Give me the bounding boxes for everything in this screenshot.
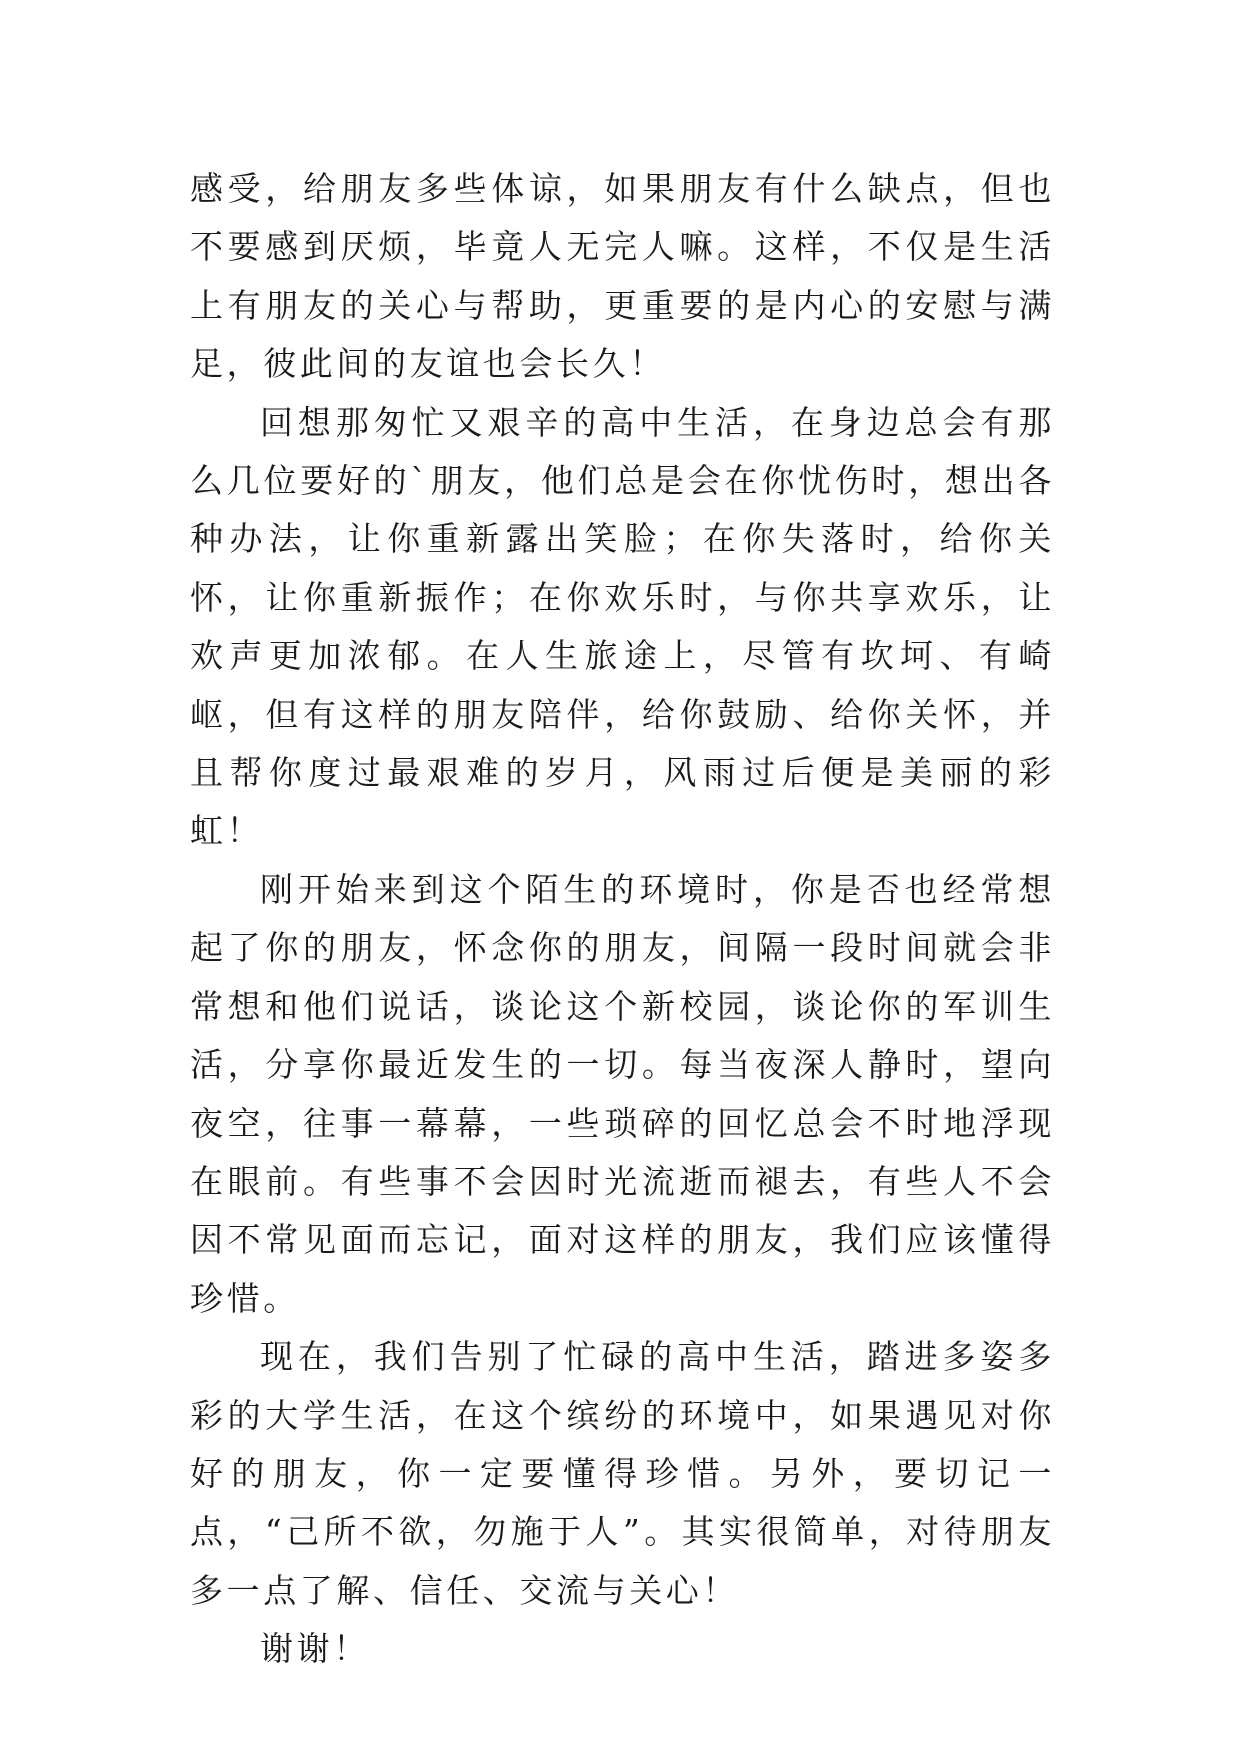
paragraph-2: 回想那匆忙又艰辛的高中生活，在身边总会有那么几位要好的`朋友，他们总是会在你忧伤时，想出各种办法，让你重新露出笑脸；在你失落时，给你关怀，让你重新振作；在你欢乐时，与你共享欢乐，让欢声更加浓郁。在人生旅途上，尽管有坎坷、有崎岖，但有这样的朋友陪伴，给你鼓励、给你关怀，并且帮你度过最艰难的岁月，风雨过后便是美丽的彩虹！ xyxy=(190,402,1055,851)
closing-thanks: 谢谢！ xyxy=(260,1629,370,1669)
paragraph-4: 现在，我们告别了忙碌的高中生活，踏进多姿多彩的大学生活，在这个缤纷的环境中，如果遇见对你好的朋友，你一定要懂得珍惜。另外，要切记一点，“己所不欲，勿施于人”。其实很简单，对待朋友多一点了解、信任、交流与关心！ xyxy=(190,1337,1055,1610)
document-body xyxy=(190,160,1055,1679)
paragraph-3: 刚开始来到这个陌生的环境时，你是否也经常想起了你的朋友，怀念你的朋友，间隔一段时间就会非常想和他们说话，谈论这个新校园，谈论你的军训生活，分享你最近发生的一切。每当夜深人静时，望向夜空，往事一幕幕，一些琐碎的回忆总会不时地浮现在眼前。有些事不会因时光流逝而褪去，有些人不会因不常见面而忘记，面对这样的朋友，我们应该懂得珍惜。 xyxy=(190,869,1055,1318)
paragraph-1: 感受，给朋友多些体谅，如果朋友有什么缺点，但也不要感到厌烦，毕竟人无完人嘛。这样，不仅是生活上有朋友的关心与帮助，更重要的是内心的安慰与满足，彼此间的友谊也会长久！ xyxy=(190,169,1055,384)
